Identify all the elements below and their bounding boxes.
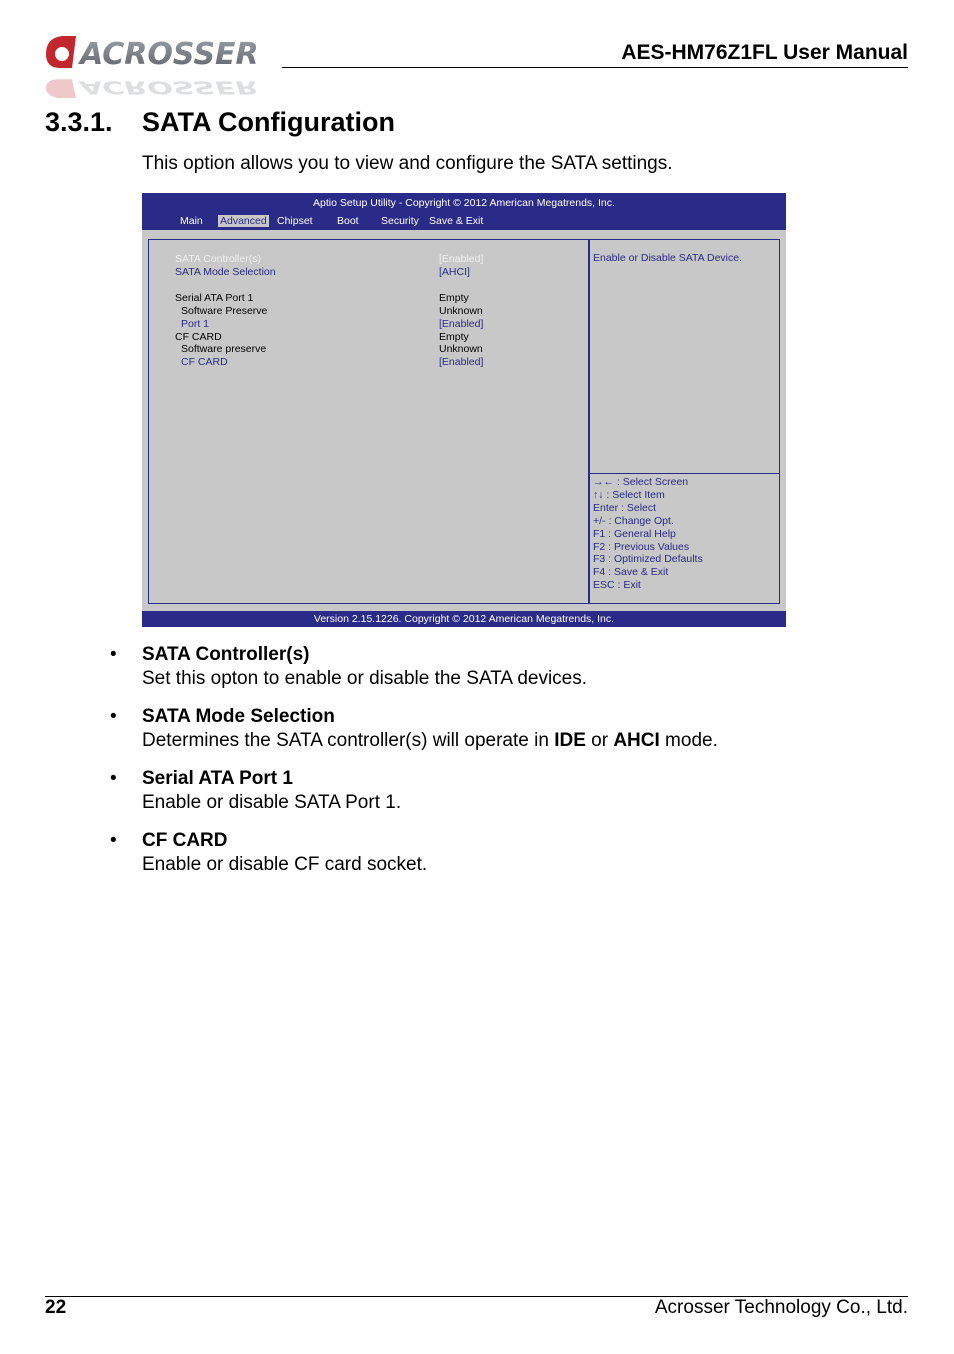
bullet-dot: • xyxy=(110,644,117,665)
key-select-screen: →← : Select Screen xyxy=(593,476,689,488)
desc-text: Determines the SATA controller(s) will operate in xyxy=(142,730,555,751)
key-previous-values: F2 : Previous Values xyxy=(593,540,690,553)
acrosser-logo xyxy=(42,30,274,98)
bullet-heading: SATA Controller(s) xyxy=(142,644,310,665)
key-esc-exit: ESC : Exit xyxy=(593,579,641,592)
key-select-item: ↑↓ : Select Item xyxy=(593,488,665,501)
key-enter-select: Enter : Select xyxy=(593,501,657,514)
bios-title-bar xyxy=(142,193,786,230)
option-value-cf-card[interactable]: [Enabled] xyxy=(439,356,484,368)
help-text: Enable or Disable SATA Device. xyxy=(593,252,743,264)
option-value-software-preserve-port1: Unknown xyxy=(439,305,483,317)
bullet-description: Enable or disable SATA Port 1. xyxy=(142,792,402,813)
section-title: SATA Configuration xyxy=(142,107,395,137)
option-value-port1[interactable]: [Enabled] xyxy=(439,318,484,330)
header-rule xyxy=(282,67,908,68)
bios-help-panel xyxy=(589,239,780,474)
key-optimized-defaults: F3 : Optimized Defaults xyxy=(593,553,703,566)
option-value-cf-card-status: Empty xyxy=(439,331,469,343)
company-name: Acrosser Technology Co., Ltd. xyxy=(654,1297,908,1318)
desc-ide: IDE xyxy=(554,730,586,751)
bullet-description xyxy=(142,730,718,752)
bullet-heading: CF CARD xyxy=(142,830,228,851)
option-value-serial-ata-port1: Empty xyxy=(439,292,469,304)
bios-keys-panel xyxy=(589,473,780,604)
key-save-exit: F4 : Save & Exit xyxy=(593,566,669,579)
bullet-dot: • xyxy=(110,706,117,727)
bios-menu-security[interactable]: Security xyxy=(381,215,419,227)
bullet-description: Set this opton to enable or disable the SATA devices. xyxy=(142,668,588,689)
bios-menu-boot[interactable]: Boot xyxy=(337,215,359,227)
bios-copyright: Aptio Setup Utility - Copyright © 2012 American Megatrends, Inc. xyxy=(313,197,615,209)
bios-options-panel xyxy=(148,239,589,604)
intro-paragraph: This option allows you to view and configure the SATA settings. xyxy=(142,153,673,174)
option-label-serial-ata-port1: Serial ATA Port 1 xyxy=(175,292,254,304)
option-label-software-preserve-cf: Software preserve xyxy=(181,343,267,355)
section-heading xyxy=(45,107,395,138)
bios-menu-main[interactable]: Main xyxy=(180,215,203,227)
bios-menu-save-exit[interactable]: Save & Exit xyxy=(429,215,484,227)
logo-text: ACROSSER xyxy=(80,37,259,72)
bios-menu-advanced[interactable]: Advanced xyxy=(220,215,267,227)
option-label-cf-card-status: CF CARD xyxy=(175,331,222,343)
bullet-description: Enable or disable CF card socket. xyxy=(142,854,428,875)
bullet-heading: Serial ATA Port 1 xyxy=(142,768,293,789)
document-title: AES-HM76Z1FL User Manual xyxy=(621,41,908,64)
desc-ahci: AHCI xyxy=(613,730,660,751)
option-value-sata-mode[interactable]: [AHCI] xyxy=(439,266,470,278)
key-general-help: F1 : General Help xyxy=(593,527,676,540)
section-number: 3.3.1. xyxy=(45,107,113,137)
bullet-dot: • xyxy=(110,768,117,789)
bios-version-bar: Version 2.15.1226. Copyright © 2012 American Megatrends, Inc. xyxy=(142,611,786,627)
bios-menu-chipset[interactable]: Chipset xyxy=(277,215,313,227)
desc-text: mode. xyxy=(659,730,718,751)
key-legend xyxy=(593,476,703,592)
bullet-dot: • xyxy=(110,830,117,851)
option-label-sata-controller[interactable]: SATA Controller(s) xyxy=(175,253,261,265)
logo-reflection: ACROSSER xyxy=(80,77,259,98)
desc-text: or xyxy=(585,730,614,751)
option-value-software-preserve-cf: Unknown xyxy=(439,343,483,355)
option-value-sata-controller[interactable]: [Enabled] xyxy=(439,253,484,265)
option-label-software-preserve-port1: Software Preserve xyxy=(181,305,268,317)
page-number: 22 xyxy=(45,1297,67,1318)
option-label-port1[interactable]: Port 1 xyxy=(181,318,210,330)
bullet-heading: SATA Mode Selection xyxy=(142,706,335,727)
bios-screenshot xyxy=(142,193,786,627)
key-change-opt: +/- : Change Opt. xyxy=(593,514,674,527)
option-label-sata-mode[interactable]: SATA Mode Selection xyxy=(175,266,276,278)
option-label-cf-card[interactable]: CF CARD xyxy=(181,356,228,368)
